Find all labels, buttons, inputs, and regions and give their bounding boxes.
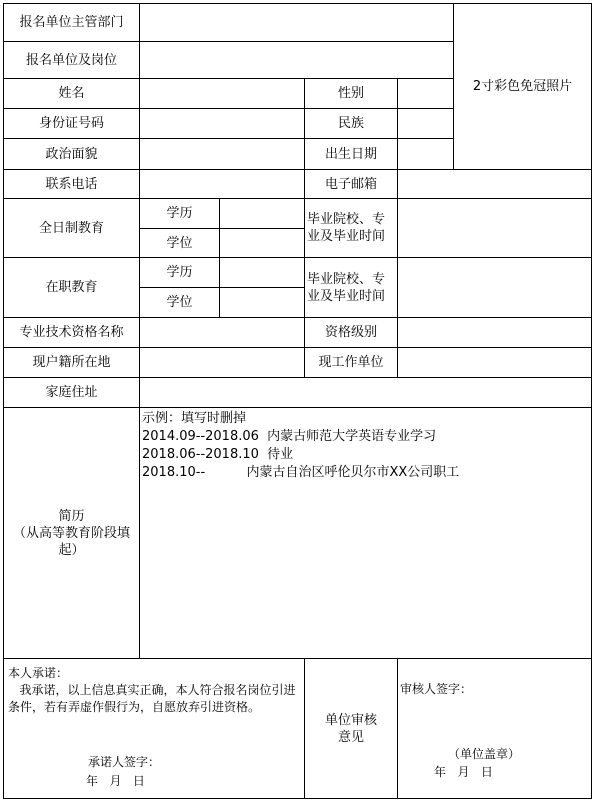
ethnicity-label: 民族 — [304, 108, 398, 139]
email-label: 电子邮箱 — [304, 169, 398, 199]
pledge-box[interactable] — [3, 658, 305, 799]
parttime-school-label: 毕业院校、专业及毕业时间 — [304, 257, 398, 318]
hukou-label: 现户籍所在地 — [3, 347, 140, 378]
parttime-degree-level-label: 学历 — [139, 257, 220, 288]
ethnicity-field[interactable] — [397, 108, 454, 139]
address-field[interactable] — [139, 377, 592, 408]
resume-line: 2018.06--2018.10 待业 — [142, 447, 294, 462]
photo-box[interactable]: 2寸彩色免冠照片 — [453, 3, 592, 170]
name-field[interactable] — [139, 78, 305, 109]
pledge-sign-label: 承诺人签字： — [88, 755, 161, 769]
qualification-label: 专业技术资格名称 — [3, 317, 140, 348]
review-date: 年 月 日 — [434, 765, 493, 779]
resume-label: 简历 （从高等教育阶段填起） — [3, 407, 140, 659]
fulltime-degree-label: 学位 — [139, 228, 220, 258]
workplace-field[interactable] — [397, 347, 592, 378]
birth-field[interactable] — [397, 138, 454, 170]
unit-position-label: 报名单位及岗位 — [3, 41, 140, 79]
pledge-date: 年 月 日 — [86, 774, 145, 788]
parttime-edu-label: 在职教育 — [3, 257, 140, 318]
address-label: 家庭住址 — [3, 377, 140, 408]
workplace-label: 现工作单位 — [304, 347, 398, 378]
unit-position-field[interactable] — [139, 41, 454, 79]
political-label: 政治面貌 — [3, 138, 140, 170]
qual-level-label: 资格级别 — [304, 317, 398, 348]
pledge-title: 本人承诺： — [8, 666, 69, 680]
qual-level-field[interactable] — [397, 317, 592, 348]
review-opinion-label: 单位审核意见 — [304, 658, 398, 799]
fulltime-school-field[interactable] — [397, 198, 592, 258]
id-label: 身份证号码 — [3, 108, 140, 139]
qualification-field[interactable] — [139, 317, 305, 348]
fulltime-degree-field[interactable] — [219, 228, 305, 258]
resume-field[interactable] — [139, 407, 592, 659]
gender-label: 性别 — [304, 78, 398, 109]
political-field[interactable] — [139, 138, 305, 170]
review-box[interactable] — [397, 658, 592, 799]
dept-field[interactable] — [139, 3, 454, 42]
gender-field[interactable] — [397, 78, 454, 109]
fulltime-edu-label: 全日制教育 — [3, 198, 140, 258]
parttime-degree-label: 学位 — [139, 287, 220, 318]
name-label: 姓名 — [3, 78, 140, 109]
reviewer-sign-label: 审核人签字： — [400, 682, 473, 696]
fulltime-school-label: 毕业院校、专业及毕业时间 — [304, 198, 398, 258]
phone-field[interactable] — [139, 169, 305, 199]
id-field[interactable] — [139, 108, 305, 139]
parttime-school-field[interactable] — [397, 257, 592, 318]
email-field[interactable] — [397, 169, 592, 199]
birth-label: 出生日期 — [304, 138, 398, 170]
fulltime-degree-level-field[interactable] — [219, 198, 305, 229]
pledge-text: 我承诺，以上信息真实正确，本人符合报名岗位引进条件，若有弄虚作假行为，自愿放弃引进资格。 — [8, 683, 296, 714]
resume-line: 示例：填写时删掉 — [142, 411, 247, 426]
resume-line: 2014.09--2018.06 内蒙古师范大学英语专业学习 — [142, 429, 437, 444]
unit-stamp-label: （单位盖章） — [448, 747, 521, 761]
dept-label: 报名单位主管部门 — [3, 3, 140, 42]
fulltime-degree-level-label: 学历 — [139, 198, 220, 229]
parttime-degree-level-field[interactable] — [219, 257, 305, 288]
phone-label: 联系电话 — [3, 169, 140, 199]
hukou-field[interactable] — [139, 347, 305, 378]
resume-line: 2018.10-- 内蒙古自治区呼伦贝尔市XX公司职工 — [142, 465, 460, 480]
parttime-degree-field[interactable] — [219, 287, 305, 318]
